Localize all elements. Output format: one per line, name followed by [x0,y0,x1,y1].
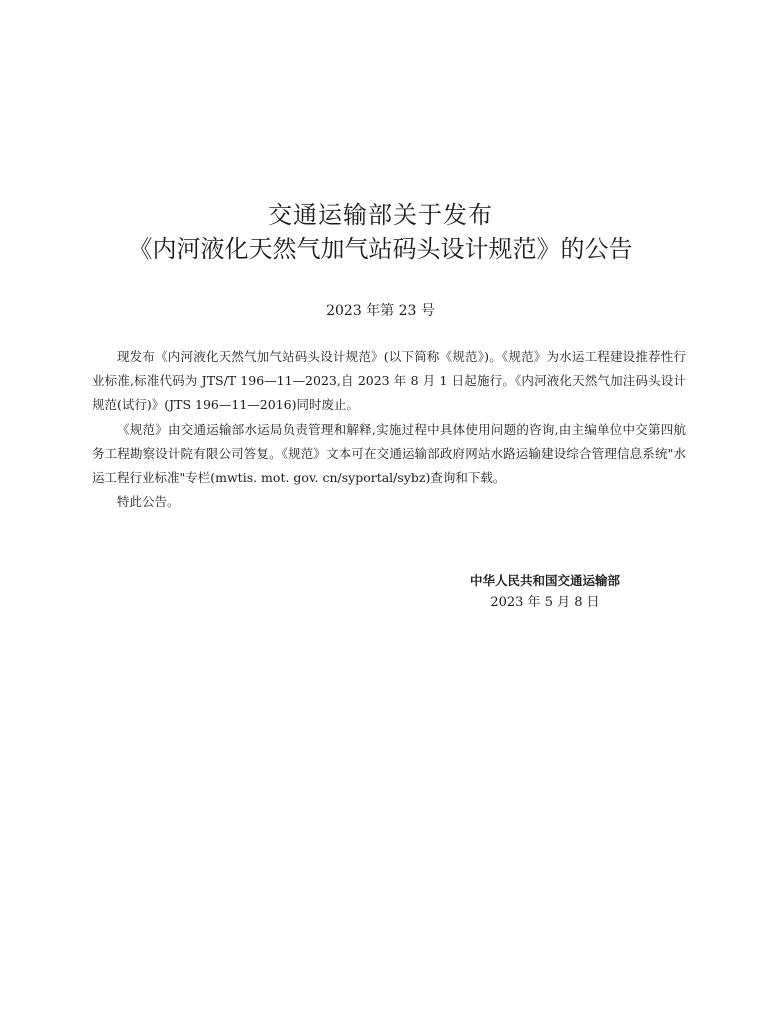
issue-date: 2023 年 5 月 8 日 [490,595,600,610]
signature-block [440,570,650,614]
body-paragraph-3: 特此公告。 [117,494,180,510]
issuer-name: 中华人民共和国交通运输部 [469,573,620,588]
body-paragraph-1: 现发布《内河液化天然气加气站码头设计规范》(以下简称《规范》)。《规范》为水运工程建设推荐性行业标准,标准代码为 JTS/T 196—11—2023,自 2023 年 8 月 1 日起施行。《内河液化天然气加注码头设计规范(试行)》(JTS 196—11—2016)同时废止。 [92,349,686,413]
announcement-body [92,345,686,514]
document-number: 2023 年第 23 号 [326,303,435,319]
title-line-1: 交通运输部关于发布 [268,201,493,229]
body-paragraph-2: 《规范》由交通运输部水运局负责管理和解释,实施过程中具体使用问题的咨询,由主编单位中交第四航务工程勘察设计院有限公司答复。《规范》文本可在交通运输部政府网站水路运输建设综合管理信息系统"水运工程行业标准"专栏(mwtis. mot. gov. cn/syportal/sybz)查询和下载。 [92,421,686,486]
title-line-2: 《内河液化天然气加气站码头设计规范》的公告 [128,235,633,263]
